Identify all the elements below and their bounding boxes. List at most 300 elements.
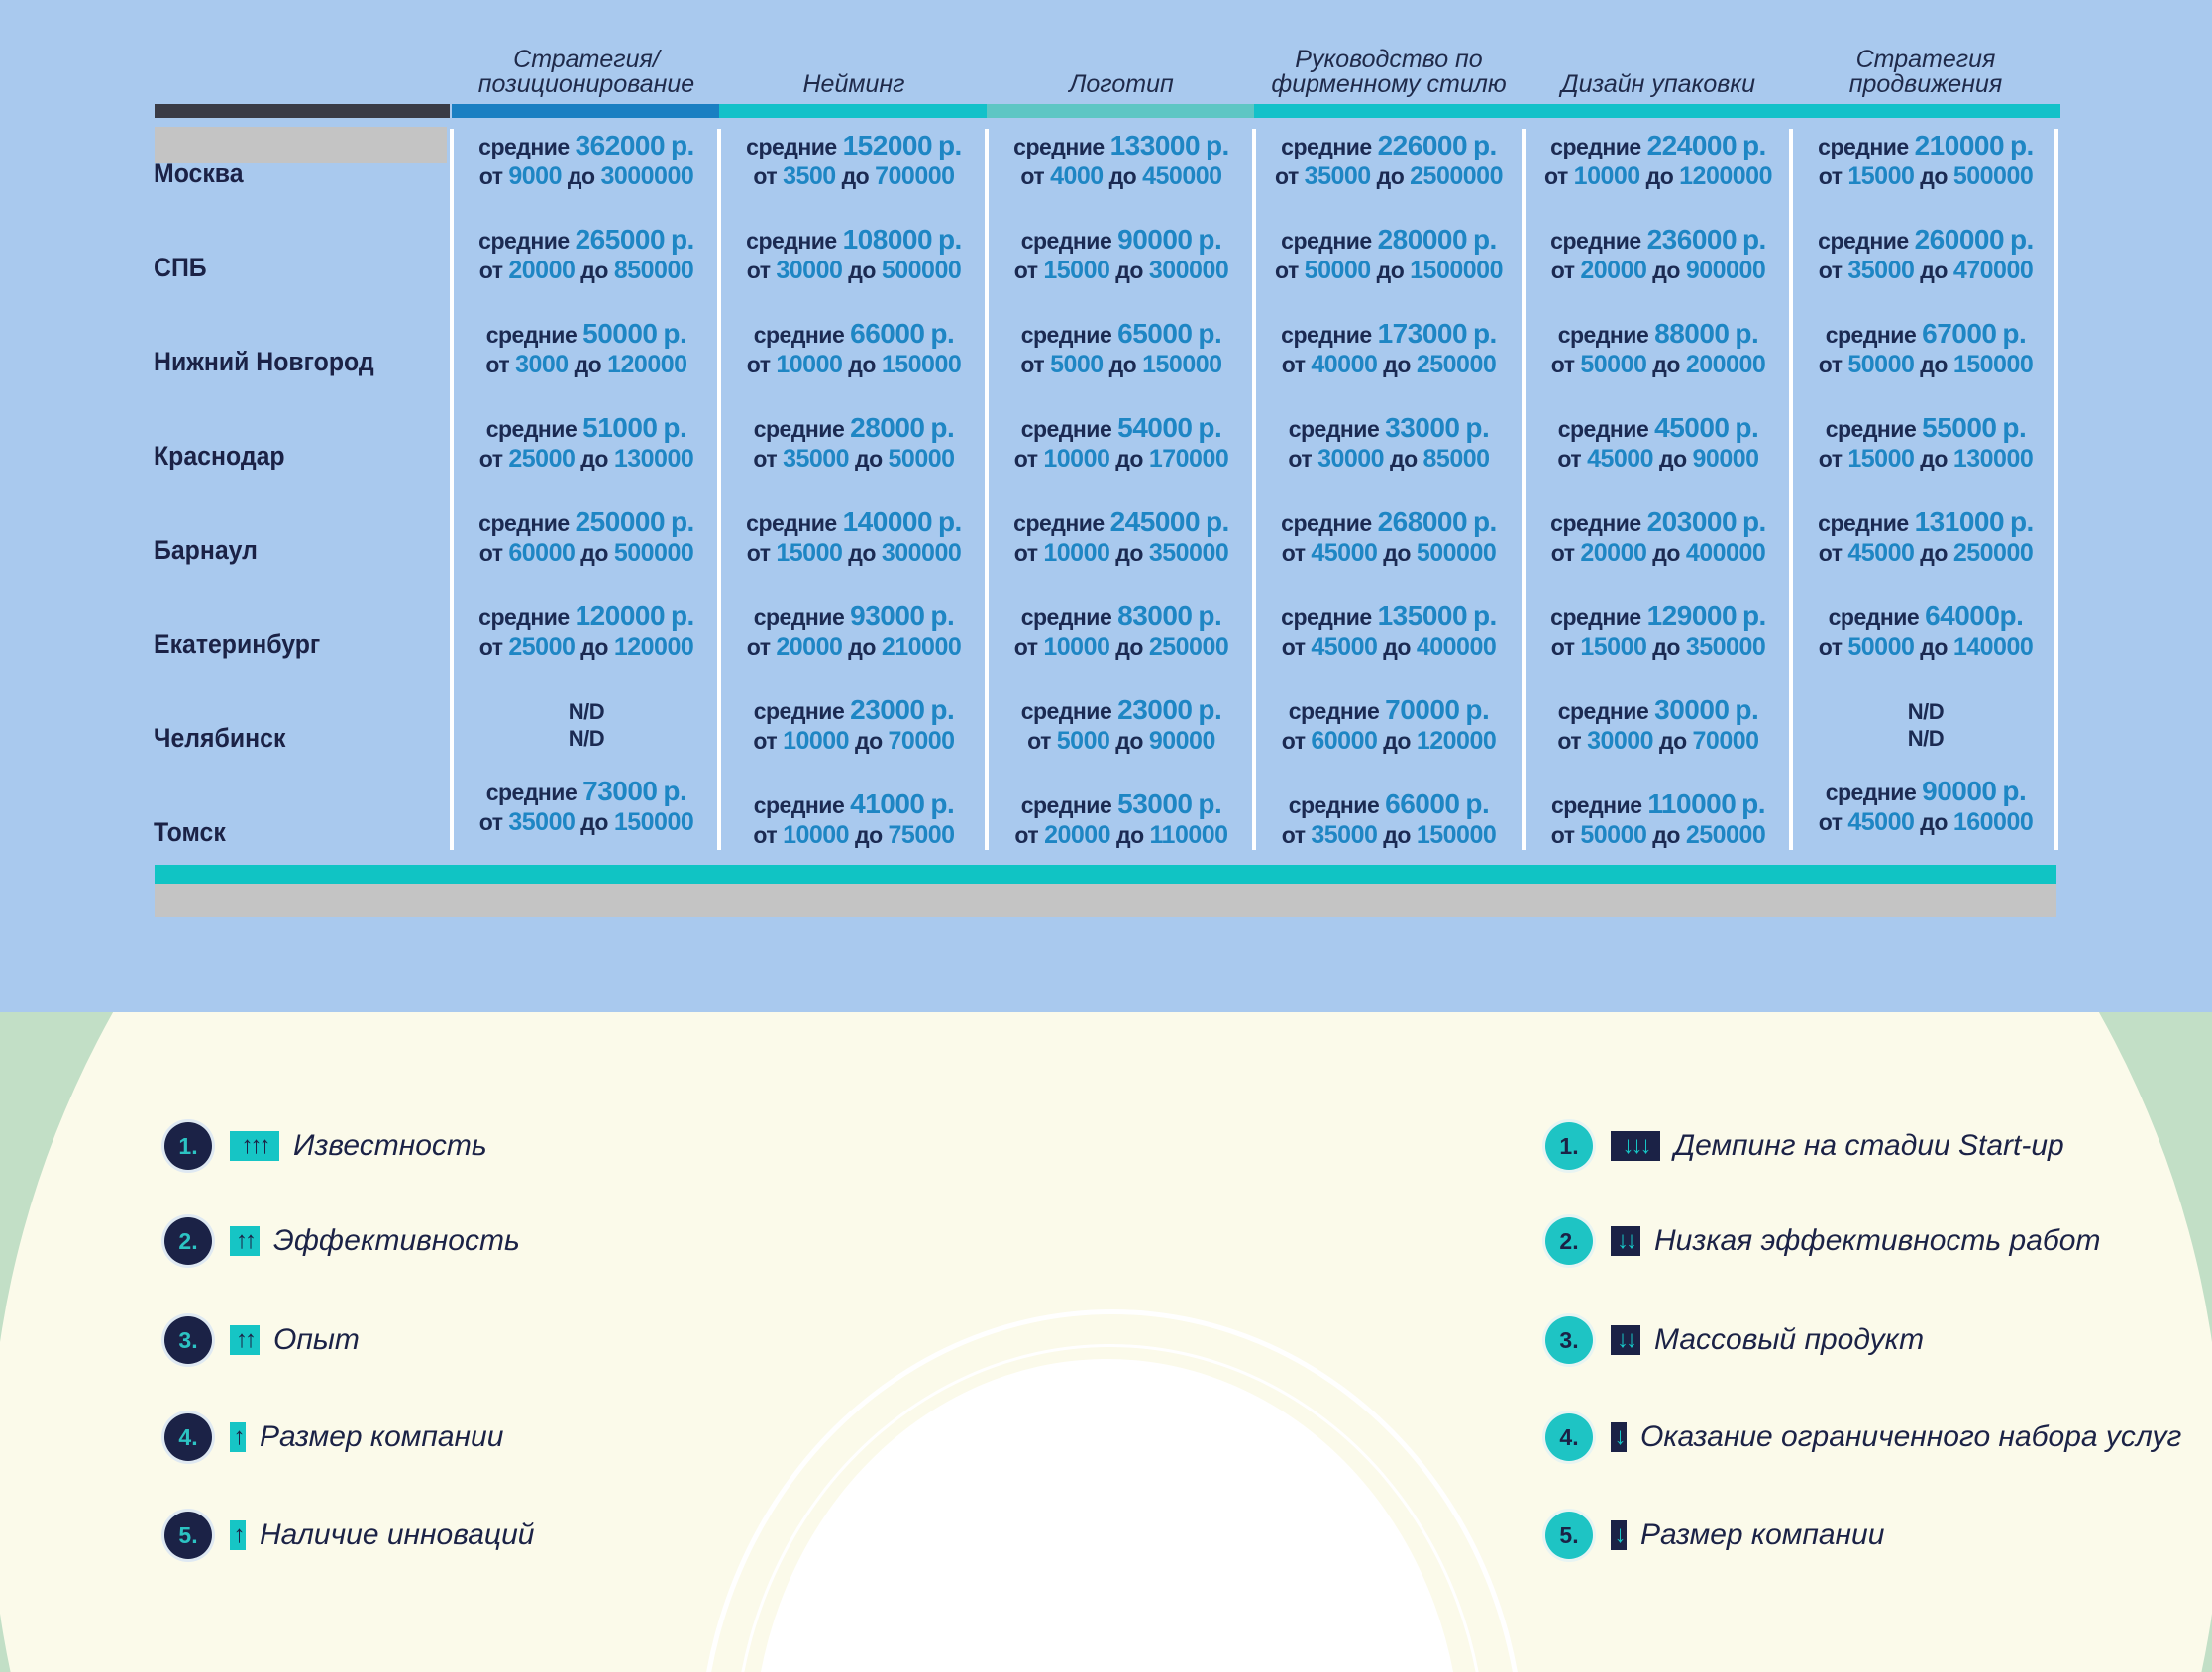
average-value: 54000 <box>1117 412 1193 443</box>
from-label: от <box>1020 163 1045 189</box>
factor-label: Известность <box>293 1129 487 1162</box>
average-label: средние <box>485 416 578 442</box>
average-label: средние <box>1020 698 1112 724</box>
from-label: от <box>1281 540 1306 566</box>
column-header-bar <box>1254 104 1524 118</box>
from-label: от <box>1818 163 1843 189</box>
price-average-line <box>721 319 987 350</box>
from-label: от <box>1281 634 1306 660</box>
from-label: от <box>1818 352 1843 377</box>
column-header: Логотип <box>1069 70 1174 98</box>
price-cell <box>721 319 987 379</box>
price-average-line <box>1793 131 2058 161</box>
range-from-value: 4000 <box>1050 162 1104 190</box>
to-label: до <box>848 540 876 566</box>
range-to-value: 70000 <box>888 727 955 755</box>
price-range-line <box>1793 538 2058 568</box>
growth-factor-item <box>164 1408 503 1467</box>
from-label: от <box>1550 258 1575 283</box>
currency-label: р. <box>1472 506 1497 537</box>
average-label: средние <box>1818 228 1909 254</box>
range-to-value: 75000 <box>888 821 955 849</box>
range-from-value: 50000 <box>1580 821 1647 849</box>
range-to-value: 150000 <box>881 351 962 378</box>
price-average-line <box>1256 695 1522 726</box>
average-value: 226000 <box>1377 130 1468 160</box>
average-value: 67000 <box>1922 318 1997 349</box>
average-value: 45000 <box>1654 412 1730 443</box>
price-average-line <box>721 507 987 538</box>
to-label: до <box>1376 258 1405 283</box>
price-range-line <box>1526 538 1791 568</box>
range-to-value: 200000 <box>1685 351 1766 378</box>
range-to-value: 140000 <box>1952 633 2034 661</box>
decline-factor-item <box>1545 1506 1884 1565</box>
range-from-value: 15000 <box>776 539 843 567</box>
range-to-value: 700000 <box>875 162 955 190</box>
average-value: 224000 <box>1646 130 1738 160</box>
price-cell <box>1526 225 1791 285</box>
currency-label: р. <box>1198 788 1222 819</box>
average-label: средние <box>478 604 570 630</box>
average-label: средние <box>485 780 578 805</box>
price-range-line <box>721 538 987 568</box>
price-range-line <box>454 444 719 473</box>
price-average-line <box>454 413 719 444</box>
price-cell <box>454 319 719 379</box>
from-label: от <box>1013 634 1038 660</box>
currency-label: р. <box>1472 130 1497 160</box>
price-cell <box>1793 319 2058 379</box>
to-label: до <box>1920 446 1948 471</box>
range-from-value: 5000 <box>1056 727 1110 755</box>
from-label: от <box>1281 728 1306 754</box>
from-label: от <box>478 163 503 189</box>
price-cell <box>1256 601 1522 662</box>
to-label: до <box>1115 634 1143 660</box>
from-label: от <box>1281 352 1306 377</box>
price-range-line <box>989 256 1254 285</box>
range-to-value: 350000 <box>1685 633 1766 661</box>
average-value: 90000 <box>1117 224 1193 255</box>
from-label: от <box>478 540 503 566</box>
price-cell <box>989 507 1254 568</box>
from-label: от <box>753 728 778 754</box>
price-cell <box>1793 601 2058 662</box>
average-label: средние <box>753 792 845 818</box>
from-label: от <box>746 352 771 377</box>
growth-factor-item <box>164 1116 487 1176</box>
decline-factor-item <box>1545 1211 2100 1271</box>
to-label: до <box>580 446 608 471</box>
price-range-line <box>989 538 1254 568</box>
price-cell <box>1256 319 1522 379</box>
factor-label: Эффективность <box>273 1224 520 1257</box>
average-value: 90000 <box>1922 776 1997 806</box>
range-from-value: 3500 <box>783 162 836 190</box>
price-range-line <box>721 256 987 285</box>
price-cell <box>454 601 719 662</box>
to-label: до <box>1658 728 1687 754</box>
range-from-value: 10000 <box>1043 633 1110 661</box>
average-value: 173000 <box>1377 318 1468 349</box>
price-range-line <box>1256 161 1522 191</box>
range-to-value: 160000 <box>1952 808 2034 836</box>
price-cell <box>721 507 987 568</box>
to-label: до <box>1645 163 1674 189</box>
range-from-value: 25000 <box>508 445 576 472</box>
factor-label: Опыт <box>273 1323 360 1356</box>
range-to-value: 300000 <box>1148 257 1229 284</box>
to-label: до <box>841 163 870 189</box>
from-label: от <box>1818 446 1843 471</box>
no-data-label: N/D <box>568 726 605 751</box>
to-label: до <box>1652 822 1680 848</box>
to-label: до <box>848 258 876 283</box>
price-range-line <box>989 820 1254 850</box>
table-bottom-gray-bar <box>155 884 2056 917</box>
average-value: 265000 <box>575 224 666 255</box>
to-label: до <box>580 540 608 566</box>
price-range-line <box>1526 820 1791 850</box>
average-label: средние <box>1281 604 1372 630</box>
range-from-value: 10000 <box>776 351 843 378</box>
average-label: средние <box>753 416 845 442</box>
to-label: до <box>1383 540 1411 566</box>
currency-label: р. <box>663 412 687 443</box>
price-average-line <box>989 789 1254 820</box>
price-average-line <box>989 319 1254 350</box>
city-name: Екатеринбург <box>154 629 321 659</box>
currency-label: р. <box>930 412 955 443</box>
average-label: средние <box>1557 322 1649 348</box>
price-range-line <box>989 350 1254 379</box>
price-range-line <box>454 807 719 837</box>
price-cell <box>1526 507 1791 568</box>
range-from-value: 35000 <box>1304 162 1371 190</box>
column-header-bar <box>1524 104 1793 118</box>
to-label: до <box>1383 822 1411 848</box>
average-value: 73000 <box>582 776 658 806</box>
average-label: средние <box>1288 416 1380 442</box>
average-label: средние <box>1828 604 1920 630</box>
price-average-line <box>1256 789 1522 820</box>
number-badge: 1. <box>164 1122 212 1170</box>
number-badge: 5. <box>164 1512 212 1559</box>
price-cell <box>454 777 719 837</box>
price-average-line <box>1526 413 1791 444</box>
to-label: до <box>1383 352 1411 377</box>
to-label: до <box>854 446 883 471</box>
price-range-line <box>1793 161 2058 191</box>
growth-factor-item <box>164 1310 360 1370</box>
arrow-down-icon: ↓ <box>1611 1520 1627 1550</box>
price-cell <box>454 507 719 568</box>
price-average-line <box>989 225 1254 256</box>
range-to-value: 150000 <box>1416 821 1497 849</box>
currency-label: р. <box>670 506 694 537</box>
average-label: средние <box>1288 792 1380 818</box>
factor-label: Демпинг на стадии Start-up <box>1674 1129 2064 1162</box>
number-badge: 4. <box>164 1413 212 1461</box>
to-label: до <box>1108 163 1137 189</box>
currency-label: р. <box>1735 412 1759 443</box>
average-value: 51000 <box>582 412 658 443</box>
currency-label: р. <box>1741 506 1766 537</box>
to-label: до <box>1389 446 1418 471</box>
range-to-value: 120000 <box>1416 727 1497 755</box>
price-cell <box>721 601 987 662</box>
number-badge: 2. <box>1545 1217 1593 1265</box>
to-label: до <box>580 634 608 660</box>
column-header-bar <box>987 104 1256 118</box>
range-from-value: 20000 <box>1580 539 1647 567</box>
price-cell <box>1793 698 2058 752</box>
to-label: до <box>1920 258 1948 283</box>
range-to-value: 850000 <box>613 257 694 284</box>
from-label: от <box>485 352 510 377</box>
price-range-line <box>721 161 987 191</box>
average-value: 23000 <box>850 694 925 725</box>
from-label: от <box>1288 446 1313 471</box>
from-label: от <box>1557 728 1582 754</box>
price-range-line <box>1793 444 2058 473</box>
price-average-line <box>454 601 719 632</box>
price-cell <box>721 225 987 285</box>
range-from-value: 30000 <box>1317 445 1385 472</box>
price-average-line <box>989 695 1254 726</box>
average-value: 88000 <box>1654 318 1730 349</box>
average-value: 55000 <box>1922 412 1997 443</box>
average-label: средние <box>1281 322 1372 348</box>
price-average-line <box>1526 695 1791 726</box>
arrow-up-icon: ↑ <box>230 1422 246 1452</box>
average-value: 129000 <box>1646 600 1738 631</box>
price-average-line <box>1526 789 1791 820</box>
currency-label: р. <box>1198 694 1222 725</box>
average-value: 203000 <box>1646 506 1738 537</box>
from-label: от <box>478 446 503 471</box>
range-from-value: 35000 <box>1311 821 1378 849</box>
from-label: от <box>753 822 778 848</box>
price-cell <box>989 131 1254 191</box>
currency-label: р. <box>1735 318 1759 349</box>
to-label: до <box>580 258 608 283</box>
currency-label: р. <box>1999 600 2024 631</box>
currency-label: р. <box>937 506 962 537</box>
arrow-up-icon: ↑↑↑ <box>230 1131 279 1161</box>
range-to-value: 500000 <box>1416 539 1497 567</box>
currency-label: р. <box>1465 412 1490 443</box>
price-average-line <box>1526 319 1791 350</box>
price-range-line <box>721 444 987 473</box>
to-label: до <box>567 163 595 189</box>
to-label: до <box>1652 352 1680 377</box>
price-range-line <box>1256 726 1522 756</box>
currency-label: р. <box>937 130 962 160</box>
price-cell <box>1256 131 1522 191</box>
price-average-line <box>1793 413 2058 444</box>
average-label: средние <box>753 322 845 348</box>
average-label: средние <box>746 134 837 159</box>
arrow-down-icon: ↓↓ <box>1611 1226 1640 1256</box>
average-value: 260000 <box>1914 224 2005 255</box>
average-value: 152000 <box>842 130 933 160</box>
column-header-bar <box>452 104 721 118</box>
city-name: Нижний Новгород <box>154 347 374 376</box>
currency-label: р. <box>930 318 955 349</box>
price-cell <box>721 131 987 191</box>
price-cell <box>1256 695 1522 756</box>
average-value: 64000 <box>1925 600 2000 631</box>
decline-factor-item <box>1545 1408 2181 1467</box>
price-range-line <box>454 350 719 379</box>
factor-label: Наличие инноваций <box>260 1518 535 1551</box>
average-label: средние <box>753 698 845 724</box>
price-average-line <box>1793 601 2058 632</box>
range-to-value: 130000 <box>613 445 694 472</box>
from-label: от <box>753 446 778 471</box>
arrow-up-icon: ↑↑ <box>230 1226 260 1256</box>
currency-label: р. <box>1198 318 1222 349</box>
range-from-value: 35000 <box>1847 257 1915 284</box>
price-cell <box>989 601 1254 662</box>
price-cell <box>1526 413 1791 473</box>
average-value: 66000 <box>1385 788 1460 819</box>
average-label: средние <box>1020 228 1112 254</box>
price-range-line <box>1793 256 2058 285</box>
range-from-value: 25000 <box>508 633 576 661</box>
average-label: средние <box>1020 792 1112 818</box>
average-value: 28000 <box>850 412 925 443</box>
price-range-line <box>454 256 719 285</box>
range-to-value: 300000 <box>881 539 962 567</box>
currency-label: р. <box>1465 788 1490 819</box>
average-value: 131000 <box>1914 506 2005 537</box>
price-range-line <box>989 161 1254 191</box>
column-header: Нейминг <box>802 70 905 98</box>
price-range-line <box>1256 820 1522 850</box>
range-from-value: 15000 <box>1847 162 1915 190</box>
factor-label: Массовый продукт <box>1654 1323 1925 1356</box>
price-average-line <box>1793 507 2058 538</box>
currency-label: р. <box>1472 600 1497 631</box>
range-to-value: 250000 <box>1685 821 1766 849</box>
average-label: средние <box>746 510 837 536</box>
price-average-line <box>989 601 1254 632</box>
price-average-line <box>721 695 987 726</box>
price-cell <box>1793 507 2058 568</box>
from-label: от <box>1013 540 1038 566</box>
price-average-line <box>721 789 987 820</box>
price-average-line <box>1526 225 1791 256</box>
price-range-line <box>721 350 987 379</box>
average-value: 83000 <box>1117 600 1193 631</box>
number-badge: 5. <box>1545 1512 1593 1559</box>
to-label: до <box>1920 163 1948 189</box>
currency-label: р. <box>930 600 955 631</box>
average-label: средние <box>1281 510 1372 536</box>
average-value: 33000 <box>1385 412 1460 443</box>
column-header: Дизайн упаковки <box>1561 70 1755 98</box>
price-range-line <box>1526 726 1791 756</box>
from-label: от <box>1550 822 1575 848</box>
price-range-line <box>989 632 1254 662</box>
average-value: 268000 <box>1377 506 1468 537</box>
price-cell <box>721 413 987 473</box>
range-to-value: 1200000 <box>1679 162 1772 190</box>
to-label: до <box>1108 352 1137 377</box>
factors-panel <box>0 1012 2212 1672</box>
average-label: средние <box>1013 134 1105 159</box>
average-label: средние <box>1013 510 1105 536</box>
price-range-line <box>1526 632 1791 662</box>
average-label: средние <box>1550 134 1641 159</box>
from-label: от <box>1544 163 1568 189</box>
average-label: средние <box>1825 780 1917 805</box>
average-value: 210000 <box>1914 130 2005 160</box>
range-from-value: 45000 <box>1311 539 1378 567</box>
average-label: средние <box>1818 134 1909 159</box>
price-cell <box>1793 413 2058 473</box>
to-label: до <box>848 352 876 377</box>
column-header: Стратегия продвижения <box>1848 46 2003 98</box>
range-from-value: 50000 <box>1580 351 1647 378</box>
currency-label: р. <box>2009 224 2034 255</box>
from-label: от <box>746 540 771 566</box>
range-to-value: 250000 <box>1148 633 1229 661</box>
average-value: 41000 <box>850 788 925 819</box>
price-range-line <box>454 161 719 191</box>
range-from-value: 15000 <box>1847 445 1915 472</box>
to-label: до <box>1383 634 1411 660</box>
average-label: средние <box>746 228 837 254</box>
currency-label: р. <box>1735 694 1759 725</box>
range-from-value: 15000 <box>1043 257 1110 284</box>
price-cell <box>721 789 987 850</box>
average-label: средние <box>1020 416 1112 442</box>
arrow-up-icon: ↑ <box>230 1520 246 1550</box>
from-label: от <box>1014 822 1039 848</box>
range-from-value: 10000 <box>1043 445 1110 472</box>
to-label: до <box>1652 540 1680 566</box>
average-value: 280000 <box>1377 224 1468 255</box>
currency-label: р. <box>1465 694 1490 725</box>
range-from-value: 10000 <box>783 821 850 849</box>
range-from-value: 45000 <box>1847 539 1915 567</box>
price-average-line <box>989 131 1254 161</box>
number-badge: 2. <box>164 1217 212 1265</box>
city-name: Челябинск <box>154 723 286 753</box>
range-from-value: 50000 <box>1847 633 1915 661</box>
price-average-line <box>454 507 719 538</box>
to-label: до <box>854 822 883 848</box>
currency-label: р. <box>930 788 955 819</box>
range-to-value: 170000 <box>1148 445 1229 472</box>
from-label: от <box>478 258 503 283</box>
to-label: до <box>1652 634 1680 660</box>
average-value: 23000 <box>1117 694 1193 725</box>
price-range-line <box>1256 538 1522 568</box>
range-from-value: 5000 <box>1050 351 1104 378</box>
range-to-value: 90000 <box>1692 445 1759 472</box>
range-from-value: 50000 <box>1304 257 1371 284</box>
price-range-line <box>721 726 987 756</box>
currency-label: р. <box>937 224 962 255</box>
from-label: от <box>1550 540 1575 566</box>
currency-label: р. <box>1198 412 1222 443</box>
currency-label: р. <box>670 224 694 255</box>
